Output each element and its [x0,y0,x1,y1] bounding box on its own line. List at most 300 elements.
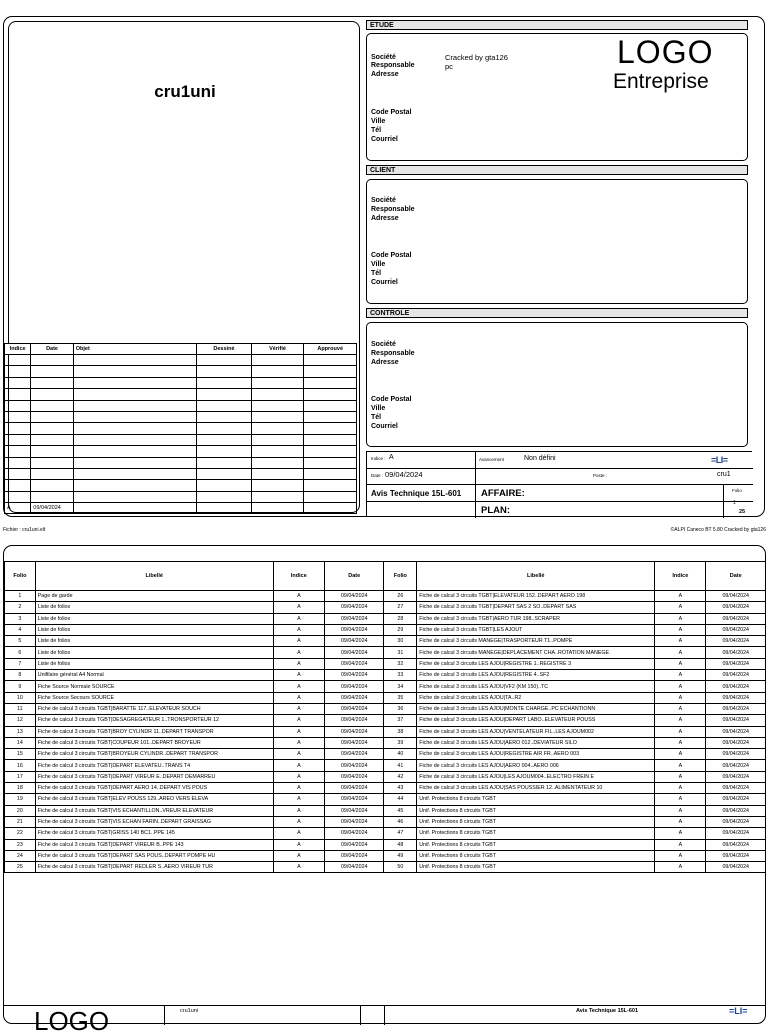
col-date: Date [324,562,383,591]
folio-cell: Fiche de calcul 3 circuits LES AJOU|REGISTRE 4..SF2 [417,670,655,681]
revision-cell [304,355,357,366]
col-indice-2: Indice [655,562,706,591]
revision-cell [73,503,196,514]
folio-cell: 1 [5,591,36,602]
folio-cell: Fiche de calcul 3 circuits TGBT|AERO TUR 198..SCRAPER [417,613,655,624]
bottom-logo: LOGO [34,1006,110,1036]
folio-cell: Fiche de calcul 3 circuits LES AJOU|DEPART LABO..ELEVATEUR POUSS [417,715,655,726]
folio-row [5,692,766,703]
folio-row [5,749,766,760]
folio-cell: A [655,681,706,692]
revision-cell [251,377,304,388]
revision-cell [31,366,73,377]
folio-cell: 27 [384,602,417,613]
folio-cell: A [655,636,706,647]
folio-cell: 42 [384,771,417,782]
folio-cell: Fiche de calcul 3 circuits TGBT|DEPART SAS POUS..DEPART POMPE HU [35,850,273,861]
folio-cell: A [655,658,706,669]
folio-cell: 09/04/2024 [706,602,766,613]
folio-row [5,771,766,782]
folio-cell: 09/04/2024 [324,850,383,861]
indice-value: A [389,454,394,461]
folio-cell: 43 [384,783,417,794]
folio-cell: Fiche de calcul 3 circuits TGBT|BARATTE 117..ELEVATEUR SOUCH [35,703,273,714]
revision-table [4,343,357,514]
folio-cell: Unifilaire général A4 Normal [35,670,273,681]
revision-cell [73,400,196,411]
revision-cell [197,446,252,457]
revision-cell [251,480,304,491]
folio-row [5,726,766,737]
folio-label: Folio [732,488,742,493]
revision-cell [73,457,196,468]
folio-cell: Fiche de calcul 3 circuits LES AJOU|AERO 012..DEVIATEUR SILO [417,737,655,748]
logo-text: LOGO [617,34,714,70]
revision-cell [304,366,357,377]
revision-cell [5,468,31,479]
folio-cell: Liste de folios [35,613,273,624]
poste-value: cru1 [717,471,731,478]
folio-cell: 09/04/2024 [324,715,383,726]
folio-cell: 15 [5,749,36,760]
avancement-label: Avancement [479,457,504,462]
etude-ville-label: Ville [371,118,386,125]
folio-cell: Liste de folios [35,647,273,658]
indice-label: Indice : [371,456,386,461]
folio-cell: 09/04/2024 [706,624,766,635]
folio-cell: Unif. Protections 8 circuits TGBT [417,805,655,816]
folio-cell: Liste de folios [35,658,273,669]
folio-cell: 45 [384,805,417,816]
revision-cell [31,457,73,468]
revision-cell [5,423,31,434]
folio-cell: 19 [5,794,36,805]
folio-cell: 12 [5,715,36,726]
folio-cell: 09/04/2024 [324,816,383,827]
revision-row [5,446,357,457]
revision-row [5,503,357,514]
revision-cell [197,468,252,479]
folio-cell: Fiche de calcul 3 circuits TGBT|ELEVATEUR 152..DEPART AERO 198 [417,591,655,602]
folio-row [5,839,766,850]
folio-cell: 09/04/2024 [706,613,766,624]
etude-societe-value: Cracked by gta126 [445,53,508,62]
folio-cell: A [655,715,706,726]
revision-cell [5,446,31,457]
controle-responsable-label: Responsable [371,350,415,357]
revision-cell [5,434,31,445]
revision-cell [31,377,73,388]
folio-cell: 14 [5,737,36,748]
folio-cell: Fiche de calcul 3 circuits TGBT|ELEV POUSS 129..AREO VERS ELEVA [35,794,273,805]
folio-cell: A [273,850,324,861]
revision-cell [197,434,252,445]
client-cp-label: Code Postal [371,252,412,259]
revision-cell [73,480,196,491]
revision-row [5,434,357,445]
folio-cell: 09/04/2024 [324,602,383,613]
folio-cell: 09/04/2024 [324,636,383,647]
revision-cell [31,411,73,422]
folio-cell: A [273,771,324,782]
revision-cell [197,377,252,388]
folio-cell: 09/04/2024 [706,670,766,681]
folio-cell: Fiche de calcul 3 circuits MANEGE|DEPLACEMENT CHA..ROTATION MANEGE [417,647,655,658]
folio-cell: 41 [384,760,417,771]
client-panel [366,179,748,304]
folio-row [5,828,766,839]
revision-cell [31,468,73,479]
folio-cell: Fiche de calcul 3 circuits TGBT|DEPART VIREUR E..DEPART DEMARREU [35,771,273,782]
folio-row [5,613,766,624]
folio-cell: 09/04/2024 [706,658,766,669]
folio-cell: 09/04/2024 [706,760,766,771]
date-label: Date : [371,473,384,478]
etude-courriel-label: Courriel [371,136,398,143]
etude-societe-label: Société [371,54,396,61]
folio-cell: 26 [384,591,417,602]
folio-cell: A [273,681,324,692]
client-responsable-label: Responsable [371,206,415,213]
folio-cell: Fiche de calcul 3 circuits TGBT|BROYEUR CYLINDR..DEPART TRANSPOR [35,749,273,760]
folio-cell: 09/04/2024 [706,737,766,748]
revision-cell [73,491,196,502]
revision-cell [197,491,252,502]
folio-cell: 09/04/2024 [324,591,383,602]
folio-cell: 09/04/2024 [706,715,766,726]
folio-cell: Fiche de calcul 3 circuits TGBT|DEPART SAS 2 SO..DEPART SAS [417,602,655,613]
revision-cell [73,377,196,388]
etude-tel-label: Tél [371,127,382,134]
revision-col-date: Date [31,344,73,355]
folio-cell: A [273,839,324,850]
etude-header: ETUDE [366,20,748,30]
folio-cell: Unif. Protections 8 circuits TGBT [417,828,655,839]
folio-cell: 11 [5,703,36,714]
folio-cell: 09/04/2024 [324,794,383,805]
folio-cell: 09/04/2024 [324,737,383,748]
folio-cell: 16 [5,760,36,771]
folio-table [4,561,766,873]
folio-cell: Fiche de calcul 3 circuits TGBT|GRISS 140 BC1..PPE 145 [35,828,273,839]
folio-cell: 2 [5,602,36,613]
revision-cell [197,457,252,468]
revision-cell [5,355,31,366]
folio-cell: 22 [5,828,36,839]
folio-cell: 35 [384,692,417,703]
col-indice: Indice [273,562,324,591]
revision-cell [5,366,31,377]
folio-cell: 09/04/2024 [706,703,766,714]
folio-cell: Fiche de calcul 3 circuits LES AJOU|VENTELATEUR FIL..LES AJOUM002 [417,726,655,737]
file-footer: Fichier : cru1uni.elt [3,527,46,533]
folio-cell: 09/04/2024 [324,805,383,816]
folio-cell: 39 [384,737,417,748]
etude-cp-label: Code Postal [371,109,412,116]
folio-cell: Fiche de calcul 3 circuits LES AJOU|MONTE CHARGE..PC ECHANTIONN [417,703,655,714]
folio-cell: A [655,692,706,703]
folio-cell: 32 [384,658,417,669]
folio-cell: A [655,670,706,681]
revision-row [5,457,357,468]
folio-row [5,624,766,635]
eli-logo-icon: =LI= [711,455,728,465]
folio-cell: Liste de folios [35,624,273,635]
folio-cell: A [655,647,706,658]
revision-row [5,377,357,388]
revision-cell [73,366,196,377]
folio-cell: A [273,602,324,613]
client-societe-label: Société [371,197,396,204]
folio-cell: 8 [5,670,36,681]
folio-number: 1 [733,500,736,506]
plan-label: PLAN: [481,505,511,516]
revision-cell [73,355,196,366]
folio-cell: 09/04/2024 [324,681,383,692]
folio-row [5,670,766,681]
folio-cell: 09/04/2024 [706,816,766,827]
folio-cell: 29 [384,624,417,635]
folio-cell: A [273,591,324,602]
folio-cell: 46 [384,816,417,827]
revision-cell [251,457,304,468]
revision-cell [197,411,252,422]
controle-adresse-label: Adresse [371,359,399,366]
folio-cell: Fiche de calcul 3 circuits TGBT|LES AJOUT [417,624,655,635]
revision-col-indice: Indice [5,344,31,355]
revision-cell [5,411,31,422]
revision-col-dessine: Dessiné [197,344,252,355]
revision-cell [251,355,304,366]
folio-cell: Fiche de calcul 3 circuits TGBT|VIS ECHANTILLON..VREUR ELEVATEUR [35,805,273,816]
folio-cell: A [655,760,706,771]
folio-cell: 09/04/2024 [324,658,383,669]
folio-cell: 09/04/2024 [324,624,383,635]
revision-cell [197,503,252,514]
revision-cell [5,491,31,502]
folio-cell: Fiche Source Normale SOURCE [35,681,273,692]
revision-cell [304,457,357,468]
revision-row [5,491,357,502]
revision-cell [304,423,357,434]
controle-tel-label: Tél [371,414,382,421]
folio-cell: A [655,816,706,827]
revision-cell [31,446,73,457]
revision-row [5,468,357,479]
folio-cell: Fiche de calcul 3 circuits TGBT|DEPART REDLER S..AERO VIREUR TUR [35,862,273,873]
revision-cell [31,480,73,491]
folio-row [5,636,766,647]
folio-cell: 09/04/2024 [706,681,766,692]
folio-cell: A [273,805,324,816]
folio-row [5,805,766,816]
revision-cell [31,400,73,411]
folio-cell: 09/04/2024 [706,828,766,839]
folio-cell: 09/04/2024 [324,670,383,681]
folio-row [5,760,766,771]
folio-cell: A [273,816,324,827]
revision-cell: A [5,503,31,514]
folio-cell: A [273,703,324,714]
folio-cell: 09/04/2024 [706,636,766,647]
revision-cell [197,423,252,434]
folio-cell: 5 [5,636,36,647]
bottom-avis: Avis Technique 15L-601 [576,1008,639,1014]
controle-header: CONTROLE [366,308,748,318]
controle-courriel-label: Courriel [371,423,398,430]
folio-cell: A [273,658,324,669]
folio-cell: A [655,749,706,760]
revision-cell [304,434,357,445]
folio-cell: A [273,737,324,748]
revision-cell [304,468,357,479]
folio-cell: 09/04/2024 [706,692,766,703]
folio-cell: A [273,670,324,681]
folio-cell: A [273,647,324,658]
revision-cell [73,389,196,400]
revision-cell [73,468,196,479]
folio-cell: A [655,771,706,782]
revision-cell [31,491,73,502]
folio-row [5,862,766,873]
folio-cell: A [655,839,706,850]
revision-col-approuve: Approuvé [304,344,357,355]
folio-cell: 09/04/2024 [324,828,383,839]
folio-cell: 09/04/2024 [324,783,383,794]
folio-cell: 47 [384,828,417,839]
folio-cell: 10 [5,692,36,703]
folio-row [5,783,766,794]
client-tel-label: Tél [371,270,382,277]
revision-cell [73,434,196,445]
controle-cp-label: Code Postal [371,396,412,403]
revision-row [5,423,357,434]
folio-cell: 09/04/2024 [324,749,383,760]
col-libelle: Libellé [35,562,273,591]
folio-row [5,681,766,692]
folio-cell: 09/04/2024 [706,850,766,861]
folio-cell: 6 [5,647,36,658]
controle-ville-label: Ville [371,405,386,412]
folio-cell: 44 [384,794,417,805]
revision-cell [251,400,304,411]
folio-row [5,591,766,602]
controle-societe-label: Société [371,341,396,348]
folio-cell: A [273,624,324,635]
revision-cell [31,389,73,400]
revision-cell [251,446,304,457]
client-header: CLIENT [366,165,748,175]
folio-cell: 24 [5,850,36,861]
folio-cell: A [273,613,324,624]
folio-cell: 9 [5,681,36,692]
folio-cell: 09/04/2024 [706,726,766,737]
revision-cell [251,491,304,502]
revision-cell [5,389,31,400]
affaire-label: AFFAIRE: [481,488,525,499]
revision-cell [5,457,31,468]
folio-cell: 30 [384,636,417,647]
folio-cell: 09/04/2024 [706,805,766,816]
col-libelle-2: Libellé [417,562,655,591]
folio-cell: 09/04/2024 [324,613,383,624]
folio-cell: 33 [384,670,417,681]
folio-cell: A [655,591,706,602]
folio-cell: A [273,760,324,771]
folio-row [5,647,766,658]
etude-responsable-label: Responsable [371,62,415,69]
folio-cell: 4 [5,624,36,635]
folio-cell: Fiche de calcul 3 circuits TGBT|VIS ECHAN FARIN..DEPART GRAISSAG [35,816,273,827]
folio-total: 25 [739,509,746,515]
folio-cell: Unif. Protections 8 circuits TGBT [417,816,655,827]
revision-cell [5,480,31,491]
folio-cell: 20 [5,805,36,816]
folio-cell: 09/04/2024 [706,749,766,760]
revision-cell [304,491,357,502]
revision-cell [197,480,252,491]
folio-cell: 09/04/2024 [324,726,383,737]
revision-cell [31,434,73,445]
etude-responsable-value: pc [445,62,453,71]
revision-cell [304,389,357,400]
revision-cell [197,400,252,411]
folio-cell: 09/04/2024 [706,771,766,782]
revision-cell [73,446,196,457]
folio-cell: Fiche de calcul 3 circuits LES AJOU|REGISTRE AIR FR..AERO 003 [417,749,655,760]
client-adresse-label: Adresse [371,215,399,222]
client-ville-label: Ville [371,261,386,268]
folio-cell: A [655,850,706,861]
folio-cell: 21 [5,816,36,827]
folio-cell: Fiche de calcul 3 circuits TGBT|DEPART ELEVATEU..TRANS T4 [35,760,273,771]
folio-cell: A [655,862,706,873]
revision-cell [304,377,357,388]
folio-cell: Fiche de calcul 3 circuits LES AJOU|VF2 (KM 150)..TC [417,681,655,692]
client-courriel-label: Courriel [371,279,398,286]
folio-cell: 17 [5,771,36,782]
folio-cell: 37 [384,715,417,726]
revision-cell [251,503,304,514]
folio-cell: 09/04/2024 [706,647,766,658]
folio-cell: A [655,794,706,805]
folio-cell: Liste de folios [35,602,273,613]
folio-cell: 48 [384,839,417,850]
folio-cell: Fiche de calcul 3 circuits LES AJOU|REGISTRE 1..REGISTRE 3 [417,658,655,669]
folio-row [5,602,766,613]
revision-cell [197,366,252,377]
revision-cell [5,400,31,411]
folio-cell: Unif. Protections 8 circuits TGBT [417,862,655,873]
folio-cell: 09/04/2024 [324,771,383,782]
folio-cell: A [655,726,706,737]
logo-subtext: Entreprise [613,70,709,93]
revision-row [5,411,357,422]
revision-cell [251,434,304,445]
revision-cell [5,377,31,388]
revision-cell [251,366,304,377]
folio-cell: 40 [384,749,417,760]
folio-cell: 18 [5,783,36,794]
folio-cell: Fiche de calcul 3 circuits LES AJOU|TA..R2 [417,692,655,703]
folio-cell: A [655,624,706,635]
folio-cell: A [655,602,706,613]
folio-cell: 09/04/2024 [706,783,766,794]
revision-cell: 09/04/2024 [31,503,73,514]
folio-cell: Fiche de calcul 3 circuits TGBT|DEPART VIREUR B..PPE 143 [35,839,273,850]
date-value: 09/04/2024 [385,470,423,479]
folio-cell: A [655,737,706,748]
